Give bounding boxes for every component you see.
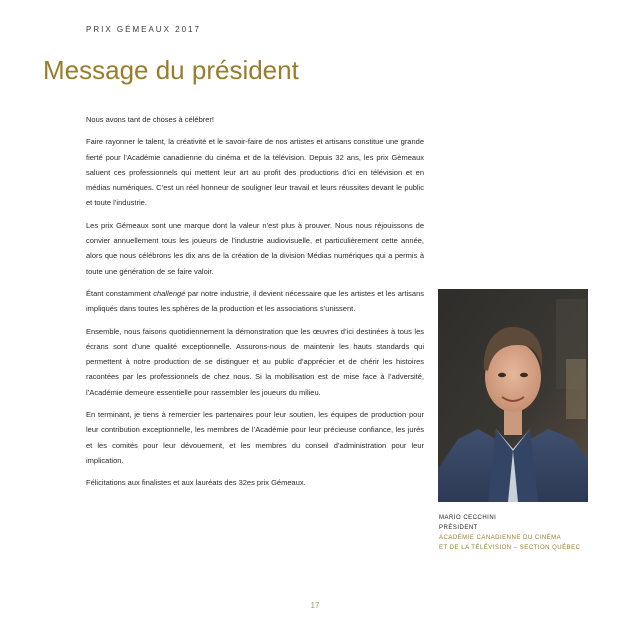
paragraph-4	[86, 286, 424, 317]
caption-org-line-2: ET DE LA TÉLÉVISION – SECTION QUÉBEC	[439, 545, 581, 551]
message-body	[86, 112, 424, 498]
paragraph-6: En terminant, je tiens à remercier les partenaires pour leur soutien, les équipes de production pour leur contribution exceptionnelle, les membres de l’Académie pour leur précieuse confiance, les jurés et les comités pour leur dévouement, et les membres du conseil d’administration pour leur implication.	[86, 410, 424, 465]
paragraph-3: Les prix Gémeaux sont une marque dont la valeur n’est plus à prouver. Nous nous réjouissons de convier annuellement tous les joueurs de l’industrie audiovisuelle, et particulièrement cette année, alors que nous célébrons les dix ans de la création de la division Médias numériques qui a permis à toute une génération de se faire valoir.	[86, 220, 424, 276]
page-title: Message du président	[43, 55, 299, 85]
photo-caption	[439, 513, 609, 553]
paragraph-5: Ensemble, nous faisons quotidiennement la démonstration que les œuvres d’ici destinées à tous les écrans sont d’une qualité exceptionnelle. Assurons-nous de maintenir les hauts standards qui permettent à notre production de se distinguer et au public d’apprécier et de chérir les histoires racontées par les professionnels de chez nous. Si la mobilisation est de mise face à l’adversité, l’Académie demeure essentielle pour rassembler les joueurs du milieu.	[86, 326, 424, 397]
portrait-illustration	[438, 289, 588, 502]
paragraph-2: Faire rayonner le talent, la créativité et le savoir-faire de nos artistes et artisans constitue une grande fierté pour l’Académie canadienne du cinéma et de la télévision. Depuis 32 ans, les prix Gémeaux saluent ces professionnels qui mettent leur art au profit des productions d’ici en télévision et en médias numériques. C’est un réel honneur de souligner leur travail et leurs réussites devant le public et toute l’industrie.	[86, 137, 424, 208]
paragraph-7: Félicitations aux finalistes et aux lauréats des 32es prix Gémeaux.	[86, 478, 306, 488]
paragraph-4-end: par notre industrie, il devient nécessaire que les artistes et les artisans impliqués dans toutes les sphères de la production et les associations s’unissent.	[86, 288, 424, 314]
paragraph-1: Nous avons tant de choses à célébrer!	[86, 115, 214, 124]
paragraph-4-emphasis: challengé	[153, 288, 186, 298]
running-header: PRIX GÉMEAUX 2017	[86, 25, 201, 34]
paragraph-4-start: Étant constamment	[86, 288, 154, 298]
page-number: 17	[310, 601, 320, 610]
caption-role: PRÉSIDENT	[439, 525, 478, 531]
president-portrait	[438, 289, 588, 502]
caption-org-line-1: ACADÉMIE CANADIENNE DU CINÉMA	[439, 535, 562, 541]
caption-name: MARIO CECCHINI	[439, 515, 497, 521]
